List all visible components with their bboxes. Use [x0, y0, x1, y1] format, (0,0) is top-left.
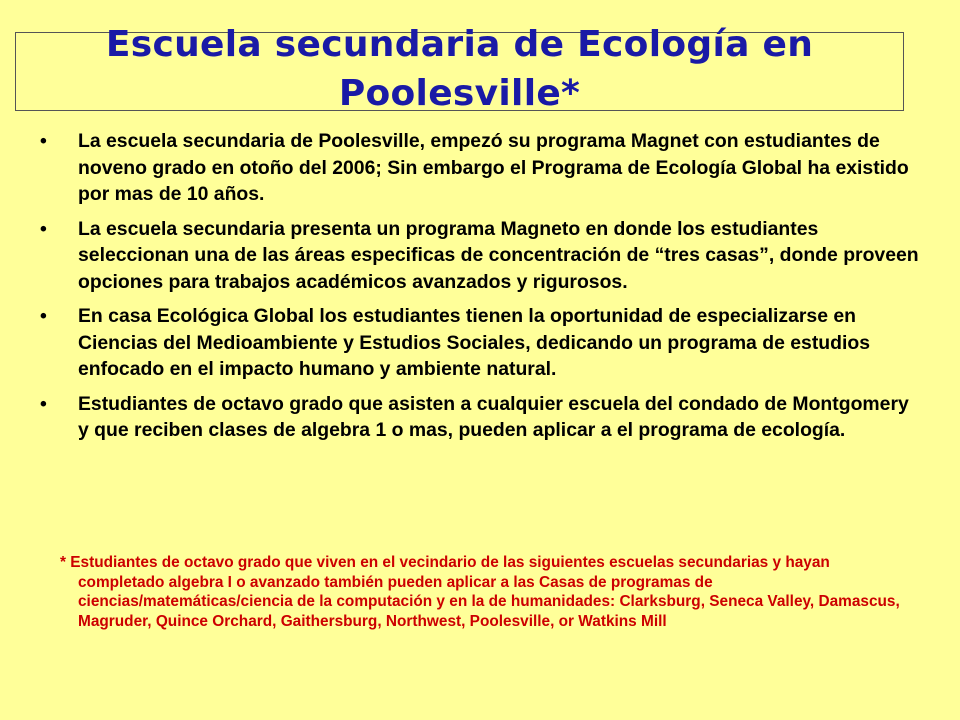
bullet-text: Estudiantes de octavo grado que asisten a cualquier escuela del condado de Montgomery y que reciben clases de algebra 1 o mas, pueden aplicar a el programa de ecología. — [78, 392, 909, 441]
bullet-dot-icon: • — [40, 305, 47, 327]
slide-title: Escuela secundaria de Ecología en Poolesville* — [105, 24, 814, 114]
footnote: * Estudiantes de octavo grado que viven en el vecindario de las siguientes escuelas secundarias y hayan completado algebra I o avanzado también pueden aplicar a las Casas de programas de ciencias/matemáticas/ciencia de la computación y en la de humanidades: Clarksburg, Seneca Valley, Damascus, Magruder, Quince Orchard, Gaithersburg, Northwest, Poolesville, or Watkins Mill — [60, 554, 900, 630]
bullet-item — [40, 128, 920, 208]
bullet-item — [40, 216, 920, 296]
bullet-item — [40, 391, 920, 444]
bullet-list — [40, 128, 920, 452]
bullet-text: En casa Ecológica Global los estudiantes tienen la oportunidad de especializarse en Ciencias del Medioambiente y Estudios Sociales, dedicando un programa de estudios enfocado en el impacto humano y ambiente natural. — [78, 305, 870, 380]
bullet-text: La escuela secundaria presenta un programa Magneto en donde los estudiantes seleccionan una de las áreas especificas de concentración de “tres casas”, donde proveen opciones para trabajos académicos avanzados y rigurosos. — [78, 217, 919, 293]
bullet-text: La escuela secundaria de Poolesville, empezó su programa Magnet con estudiantes de noveno grado en otoño del 2006; Sin embargo el Programa de Ecología Global ha existido por mas de 10 años. — [78, 130, 909, 205]
bullet-dot-icon: • — [40, 392, 47, 415]
bullet-item — [40, 303, 920, 383]
bullet-dot-icon: • — [40, 130, 47, 152]
bullet-dot-icon: • — [40, 217, 47, 240]
